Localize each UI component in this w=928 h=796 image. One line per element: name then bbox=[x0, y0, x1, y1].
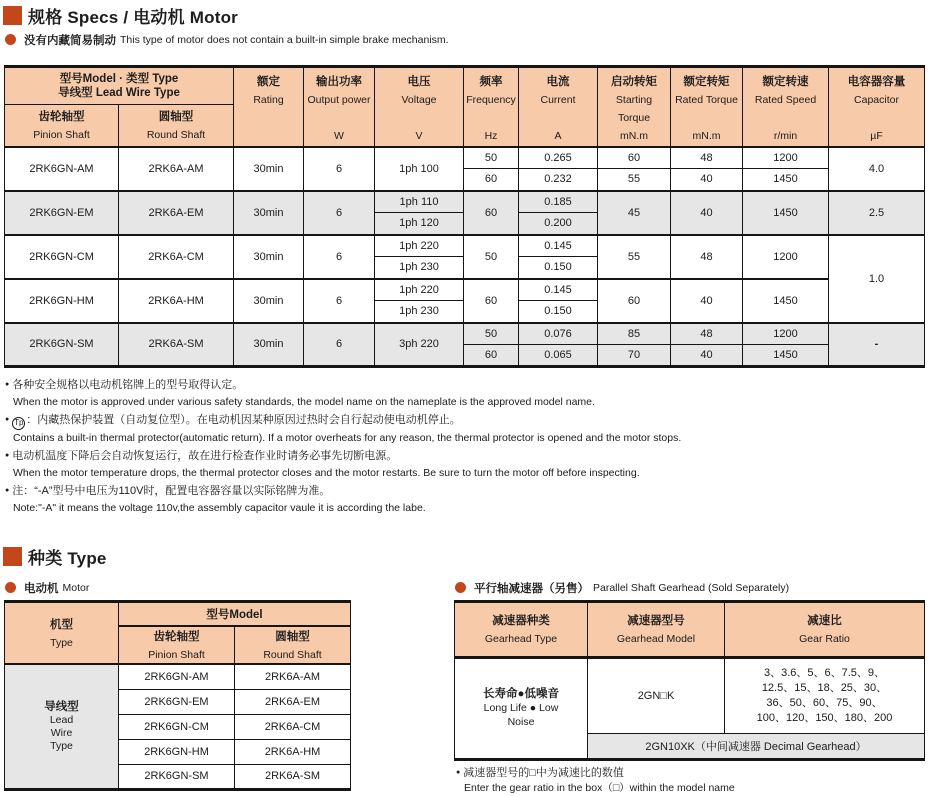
cell-pinion-model: 2RK6GN-CM bbox=[119, 714, 235, 739]
cell-pinion-model: 2RK6GN-CM bbox=[5, 235, 119, 279]
catalog-page bbox=[0, 3, 928, 794]
dot-icon: ● bbox=[5, 486, 10, 494]
model-header-line2: 导线型 Lead Wire Type bbox=[58, 87, 180, 99]
note-line: ● Tp ：内藏热保护装置（自动复位型）。在电动机因某种原因过热时会自行起动使电动机停止。 bbox=[5, 411, 928, 430]
cell-rating: 30min bbox=[234, 235, 304, 279]
capacitor-unit: µF bbox=[870, 129, 883, 142]
cell-round-model: 2RK6A-HM bbox=[119, 279, 234, 323]
cell-gearhead-type: 长寿命●低噪音 Long Life ● Low Noise bbox=[455, 657, 588, 759]
cell-rating: 30min bbox=[234, 279, 304, 323]
rated-torque-unit: mN.m bbox=[692, 129, 721, 142]
cell-voltage: 3ph 220 bbox=[375, 323, 464, 367]
cell-pinion-model: 2RK6GN-AM bbox=[5, 147, 119, 191]
cell-starting-torque: 85 bbox=[598, 323, 671, 345]
cell-round-model: 2RK6A-AM bbox=[235, 664, 351, 689]
footnotes bbox=[5, 376, 928, 517]
cell-gearhead-model: 2GN□K bbox=[588, 657, 725, 733]
note-line-en: Note:"-A" it means the voltage 110v,the assembly capacitor vaule it is according the labe. bbox=[13, 501, 426, 514]
voltage-unit: V bbox=[415, 129, 423, 142]
column-header-gearhead-type: 减速器种类 Gearhead Type bbox=[455, 601, 588, 657]
column-header-pinion-shaft: 齿轮轴型 Pinion Shaft bbox=[119, 626, 235, 664]
cell-voltage: 1ph 220 bbox=[375, 235, 464, 257]
cell-current: 0.145 bbox=[519, 279, 598, 301]
cell-starting-torque: 60 bbox=[598, 147, 671, 169]
note-line: ● 各种安全规格以电动机铭牌上的型号取得认定。 bbox=[5, 379, 244, 391]
column-header-model bbox=[5, 67, 234, 105]
cell-current: 0.145 bbox=[519, 235, 598, 257]
cell-frequency: 60 bbox=[464, 169, 519, 191]
cell-current: 0.065 bbox=[519, 345, 598, 367]
cell-output: 6 bbox=[304, 235, 375, 279]
cell-rated-torque: 40 bbox=[671, 279, 743, 323]
type-section-header bbox=[3, 545, 928, 569]
cell-starting-torque: 45 bbox=[598, 191, 671, 235]
cell-output: 6 bbox=[304, 191, 375, 235]
column-header-pinion-shaft: 齿轮轴型 Pinion Shaft bbox=[5, 105, 119, 147]
specs-section-title bbox=[28, 3, 238, 28]
cell-rated-speed: 1450 bbox=[743, 169, 829, 191]
cell-round-model: 2RK6A-EM bbox=[235, 689, 351, 714]
column-header-rated-torque: 额定转矩 Rated Torque mN.m bbox=[671, 67, 743, 147]
thermal-protector-icon: Tp bbox=[12, 417, 25, 430]
bullet-icon bbox=[455, 582, 466, 593]
section-marker-icon bbox=[3, 547, 22, 566]
column-header-current: 电流 Current A bbox=[519, 67, 598, 147]
brake-note bbox=[5, 32, 928, 47]
note-line-en: Contains a built-in thermal protector(automatic return). If a motor overheats for any reason, the thermal protector is opened and the motor stops. bbox=[13, 431, 682, 444]
cell-starting-torque: 70 bbox=[598, 345, 671, 367]
cell-rated-speed: 1200 bbox=[743, 323, 829, 345]
cell-voltage: 1ph 120 bbox=[375, 213, 464, 235]
cell-current: 0.076 bbox=[519, 323, 598, 345]
cell-current: 0.150 bbox=[519, 301, 598, 323]
table-row bbox=[5, 664, 351, 689]
specs-title-en: Specs / bbox=[67, 7, 129, 27]
spec-table bbox=[4, 65, 925, 368]
specs-section-header bbox=[3, 3, 928, 27]
motor-title-cn: 电动机 bbox=[133, 7, 185, 27]
column-header-gear-ratio: 减速比 Gear Ratio bbox=[725, 601, 925, 657]
cell-round-model: 2RK6A-SM bbox=[119, 323, 234, 367]
column-header-model: 型号Model bbox=[119, 601, 351, 626]
cell-rated-torque: 48 bbox=[671, 323, 743, 345]
note-line-en: When the motor is approved under various safety standards, the model name on the nameplate is the approved model name. bbox=[13, 396, 595, 408]
cell-rating: 30min bbox=[234, 323, 304, 367]
column-header-output: 输出功率 Output power W bbox=[304, 67, 375, 147]
column-header-rating: 额定 Rating bbox=[234, 67, 304, 147]
cell-rated-torque: 48 bbox=[671, 147, 743, 169]
motor-title-en: Motor bbox=[189, 7, 238, 27]
cell-frequency: 60 bbox=[464, 191, 519, 235]
cell-rated-speed: 1200 bbox=[743, 235, 829, 279]
brake-note-en: This type of motor does not contain a built-in simple brake mechanism. bbox=[120, 33, 449, 46]
cell-voltage: 1ph 110 bbox=[375, 191, 464, 213]
column-header-round-shaft: 圆轴型 Round Shaft bbox=[119, 105, 234, 147]
cell-rated-torque: 40 bbox=[671, 345, 743, 367]
cell-output: 6 bbox=[304, 323, 375, 367]
column-header-capacitor: 电容器容量 Capacitor µF bbox=[829, 67, 925, 147]
cell-decimal-gearhead: 2GN10XK（中间减速器 Decimal Gearhead） bbox=[588, 733, 925, 759]
gearhead-block bbox=[454, 575, 924, 796]
cell-frequency: 50 bbox=[464, 235, 519, 279]
note-line-en: When the motor temperature drops, the thermal protector closes and the motor restarts. Be sure to turn the motor off before inspecting. bbox=[13, 466, 640, 479]
cell-round-model: 2RK6A-CM bbox=[235, 714, 351, 739]
cell-capacitor: 2.5 bbox=[829, 191, 925, 235]
cell-pinion-model: 2RK6GN-EM bbox=[5, 191, 119, 235]
frequency-unit: Hz bbox=[484, 129, 498, 142]
cell-pinion-model: 2RK6GN-HM bbox=[119, 739, 235, 764]
dot-icon: ● bbox=[456, 768, 461, 776]
cell-pinion-model: 2RK6GN-HM bbox=[5, 279, 119, 323]
cell-round-model: 2RK6A-SM bbox=[235, 764, 351, 789]
specs-title-cn: 规格 bbox=[28, 7, 63, 27]
table-row bbox=[455, 657, 925, 733]
cell-frequency: 50 bbox=[464, 323, 519, 345]
column-header-machine-type: 机型 Type bbox=[5, 601, 119, 664]
cell-voltage: 1ph 100 bbox=[375, 147, 464, 191]
cell-rating: 30min bbox=[234, 147, 304, 191]
type-section-body bbox=[4, 575, 924, 796]
output-unit: W bbox=[334, 129, 344, 142]
cell-capacitor: - bbox=[829, 323, 925, 367]
cell-pinion-model: 2RK6GN-SM bbox=[5, 323, 119, 367]
table-row bbox=[5, 323, 925, 345]
cell-rated-speed: 1450 bbox=[743, 279, 829, 323]
section-marker-icon bbox=[3, 6, 22, 25]
cell-round-model: 2RK6A-EM bbox=[119, 191, 234, 235]
note-line: ● 注：“-A”型号中电压为110V时，配置电容器容量以实际铭牌为准。 bbox=[5, 484, 331, 497]
brake-note-cn: 没有内藏简易制动 bbox=[24, 34, 116, 47]
motor-type-table bbox=[4, 600, 351, 791]
dot-icon: ● bbox=[5, 381, 10, 388]
type-section-title: 种类 Type bbox=[28, 549, 107, 568]
cell-capacitor: 1.0 bbox=[829, 235, 925, 323]
cell-rating: 30min bbox=[234, 191, 304, 235]
column-header-rated-speed: 额定转速 Rated Speed r/min bbox=[743, 67, 829, 147]
gearhead-note: ● 减速器型号的□中为减速比的数值 Enter the gear ratio in the box（□）within the model name bbox=[456, 766, 735, 794]
cell-current: 0.232 bbox=[519, 169, 598, 191]
cell-starting-torque: 60 bbox=[598, 279, 671, 323]
starting-torque-unit: mN.m bbox=[620, 129, 649, 142]
cell-voltage: 1ph 230 bbox=[375, 301, 464, 323]
cell-pinion-model: 2RK6GN-SM bbox=[119, 764, 235, 789]
cell-pinion-model: 2RK6GN-AM bbox=[119, 664, 235, 689]
cell-current: 0.150 bbox=[519, 257, 598, 279]
table-row bbox=[5, 191, 925, 213]
table-row bbox=[5, 235, 925, 257]
cell-current: 0.200 bbox=[519, 213, 598, 235]
motor-type-block bbox=[4, 575, 350, 796]
cell-round-model: 2RK6A-CM bbox=[119, 235, 234, 279]
table-row bbox=[5, 279, 925, 301]
cell-frequency: 60 bbox=[464, 279, 519, 323]
cell-current: 0.185 bbox=[519, 191, 598, 213]
cell-round-model: 2RK6A-AM bbox=[119, 147, 234, 191]
cell-output: 6 bbox=[304, 147, 375, 191]
cell-frequency: 60 bbox=[464, 345, 519, 367]
column-header-starting-torque: 启动转矩 Starting Torque mN.m bbox=[598, 67, 671, 147]
dot-icon: ● bbox=[5, 416, 10, 423]
gearhead-table bbox=[454, 600, 925, 761]
motor-bullet: 电动机 Motor bbox=[5, 580, 350, 596]
cell-rated-speed: 1450 bbox=[743, 345, 829, 367]
cell-voltage: 1ph 230 bbox=[375, 257, 464, 279]
cell-frequency: 50 bbox=[464, 147, 519, 169]
column-header-voltage: 电压 Voltage V bbox=[375, 67, 464, 147]
cell-capacitor: 4.0 bbox=[829, 147, 925, 191]
cell-round-model: 2RK6A-HM bbox=[235, 739, 351, 764]
model-header-line1: 型号Model · 类型 Type bbox=[59, 73, 179, 85]
cell-gear-ratio: 3、3.6、5、6、7.5、9、 12.5、15、18、25、30、 36、50、60、75、90、 100、120、150、180、200 bbox=[725, 657, 925, 733]
cell-rated-torque: 40 bbox=[671, 169, 743, 191]
cell-starting-torque: 55 bbox=[598, 169, 671, 191]
bullet-icon bbox=[5, 582, 16, 593]
cell-pinion-model: 2RK6GN-EM bbox=[119, 689, 235, 714]
cell-current: 0.265 bbox=[519, 147, 598, 169]
bullet-icon bbox=[5, 34, 16, 45]
cell-lead-wire-type: 导线型 Lead Wire Type bbox=[5, 664, 119, 789]
rated-speed-unit: r/min bbox=[773, 129, 798, 142]
cell-output: 6 bbox=[304, 279, 375, 323]
cell-voltage: 1ph 220 bbox=[375, 279, 464, 301]
column-header-round-shaft: 圆轴型 Round Shaft bbox=[235, 626, 351, 664]
table-row bbox=[5, 147, 925, 169]
dot-icon: ● bbox=[5, 451, 10, 459]
column-header-gearhead-model: 减速器型号 Gearhead Model bbox=[588, 601, 725, 657]
note-line: ● 电动机温度下降后会自动恢复运行，故在进行检查作业时请务必事先切断电源。 bbox=[5, 449, 398, 462]
gearhead-bullet: 平行轴减速器（另售） Parallel Shaft Gearhead (Sold Separately) bbox=[455, 580, 924, 596]
column-header-frequency: 频率 Frequency Hz bbox=[464, 67, 519, 147]
cell-rated-torque: 40 bbox=[671, 191, 743, 235]
cell-rated-speed: 1450 bbox=[743, 191, 829, 235]
current-unit: A bbox=[554, 129, 562, 142]
cell-rated-speed: 1200 bbox=[743, 147, 829, 169]
cell-starting-torque: 55 bbox=[598, 235, 671, 279]
cell-rated-torque: 48 bbox=[671, 235, 743, 279]
